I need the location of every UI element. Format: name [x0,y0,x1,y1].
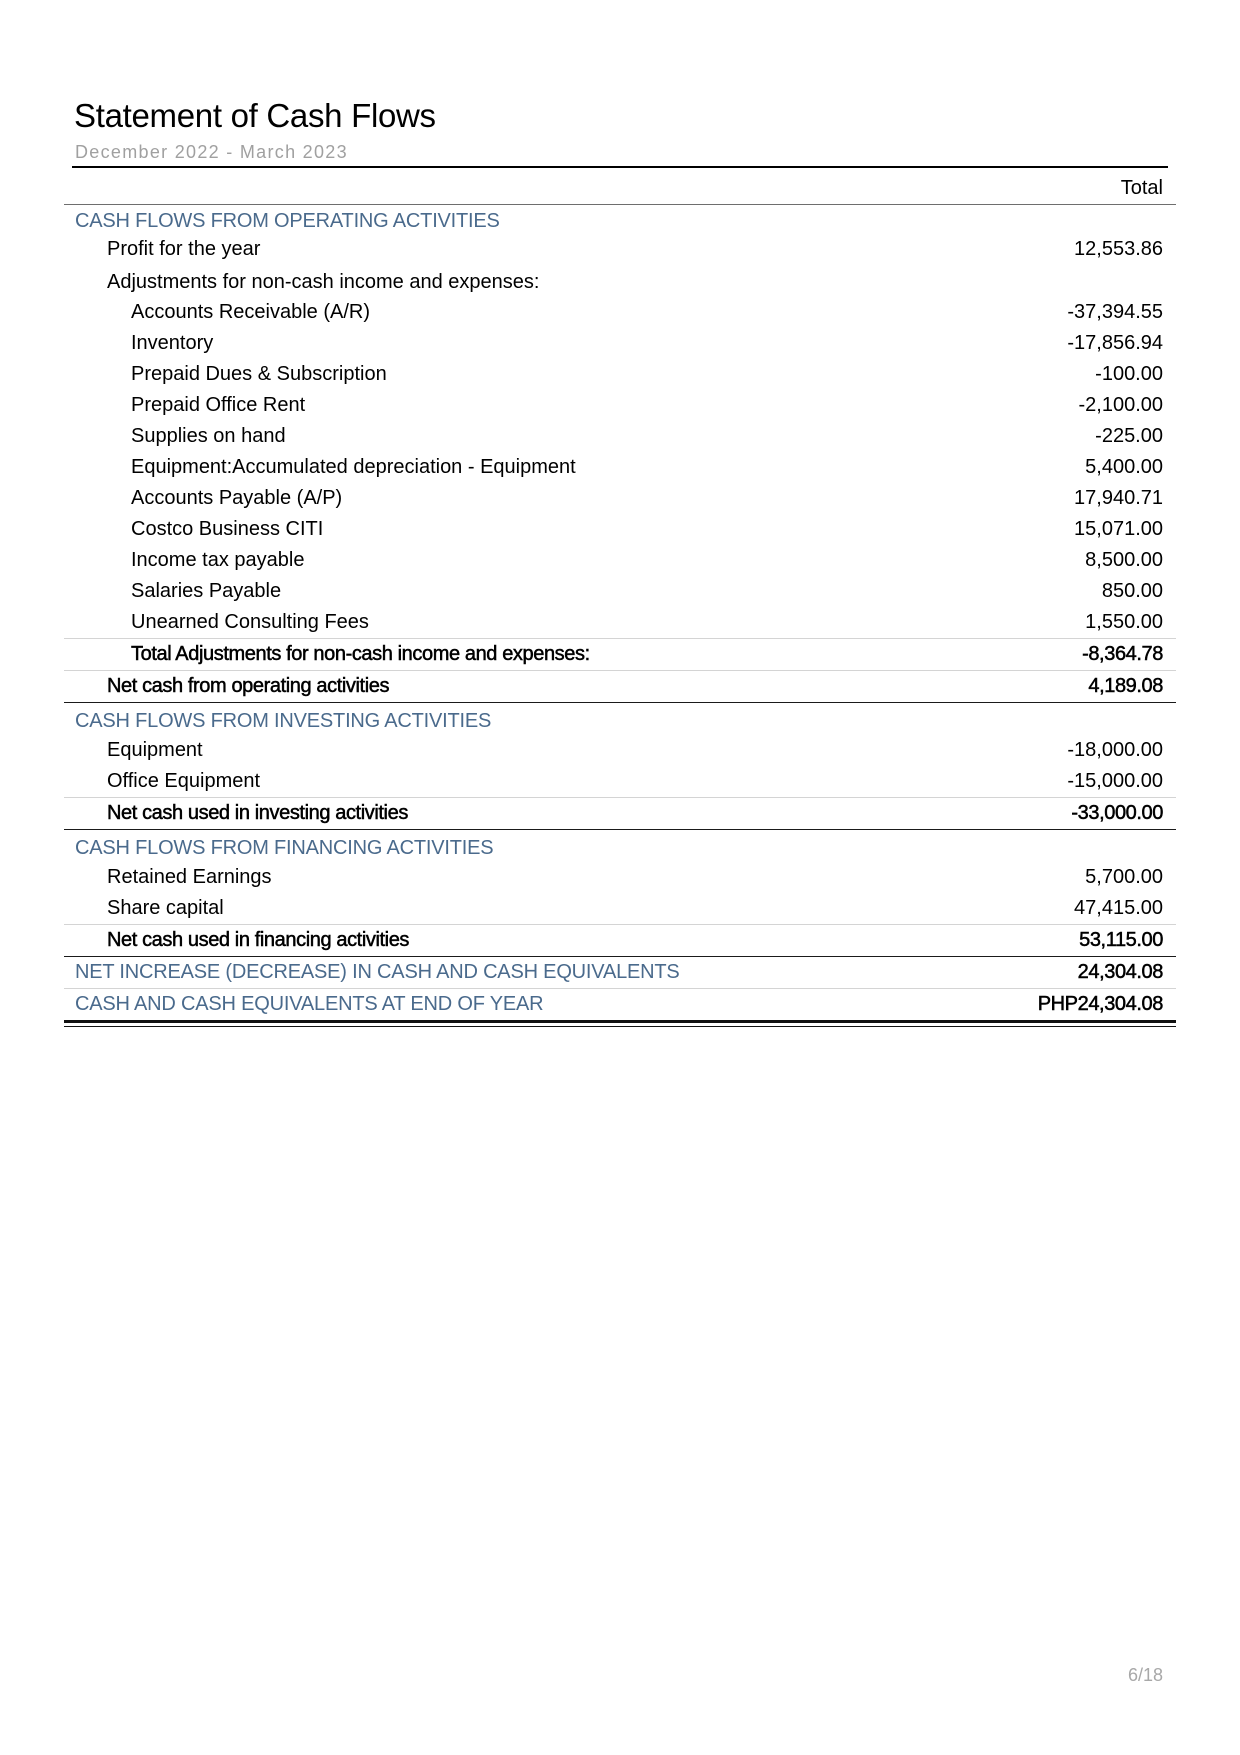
table-row [64,297,1176,328]
row-label: NET INCREASE (DECREASE) IN CASH AND CASH EQUIVALENTS [75,961,680,983]
row-label: Costco Business CITI [131,518,324,540]
row-amount: PHP24,304.08 [1037,993,1163,1015]
row-label: Accounts Payable (A/P) [131,487,343,509]
table-row [64,452,1176,483]
end-of-year-row [64,988,1176,1020]
row-amount: 53,115.00 [1079,929,1163,951]
adjustments-group-label-row [64,267,1176,297]
row-label: Inventory [131,332,214,354]
table-row [64,359,1176,390]
row-label: Equipment [107,739,203,761]
report-period: December 2022 - March 2023 [75,142,348,162]
row-amount: 17,940.71 [1074,487,1163,509]
table-row [64,735,1176,766]
table-row [64,862,1176,893]
row-amount: 850.00 [1101,580,1163,602]
row-amount: 12,553.86 [1074,238,1163,260]
row-label: Total Adjustments for non-cash income and expenses: [131,643,590,665]
section-header-label: CASH FLOWS FROM FINANCING ACTIVITIES [75,837,494,859]
row-label: Profit for the year [107,238,261,260]
table-row [64,390,1176,421]
row-label: Equipment:Accumulated depreciation - Equipment [131,456,576,478]
section-header-label: CASH FLOWS FROM OPERATING ACTIVITIES [75,210,500,232]
row-amount: -17,856.94 [1067,332,1163,354]
row-label: Supplies on hand [131,425,286,447]
row-amount: -225.00 [1095,425,1163,447]
table-row [64,893,1176,924]
section-header-label: CASH FLOWS FROM INVESTING ACTIVITIES [75,710,492,732]
row-label: Net cash from operating activities [107,675,390,697]
table-row [64,514,1176,545]
row-amount: -18,000.00 [1067,739,1163,761]
table-row [64,421,1176,452]
row-label: Net cash used in financing activities [107,929,410,951]
row-label: Salaries Payable [131,580,282,602]
row-amount: -2,100.00 [1078,394,1163,416]
row-amount: -33,000.00 [1071,802,1163,824]
row-amount: -15,000.00 [1067,770,1163,792]
grand-total-double-rule [64,1020,1176,1027]
net-operating-row [64,670,1176,702]
column-header-row [64,168,1176,205]
page-number: 6/18 [1128,1665,1164,1685]
row-label: Income tax payable [131,549,305,571]
row-label: Prepaid Dues & Subscription [131,363,387,385]
row-label: Retained Earnings [107,866,272,888]
row-label: Net cash used in investing activities [107,802,408,824]
adjustments-total-row [64,638,1176,670]
row-label: CASH AND CASH EQUIVALENTS AT END OF YEAR [75,993,544,1015]
row-amount: 24,304.08 [1077,961,1163,983]
section-header-financing [64,829,1176,862]
table-row [64,483,1176,514]
table-row-profit [64,234,1176,267]
table-row [64,576,1176,607]
table-row [64,607,1176,638]
row-label: Accounts Receivable (A/R) [131,301,370,323]
row-amount: 5,400.00 [1085,456,1163,478]
row-label: Adjustments for non-cash income and expenses: [107,271,540,293]
row-amount: 4,189.08 [1088,675,1163,697]
column-header-total: Total [1120,177,1163,199]
row-amount: -8,364.78 [1082,643,1163,665]
row-label: Prepaid Office Rent [131,394,306,416]
row-amount: 15,071.00 [1074,518,1163,540]
net-increase-row [64,956,1176,988]
row-amount: 5,700.00 [1085,866,1163,888]
table-row [64,545,1176,576]
table-row [64,766,1176,797]
row-amount: 47,415.00 [1074,897,1163,919]
section-header-operating [64,205,1176,234]
row-amount: 8,500.00 [1085,549,1163,571]
report-title: Statement of Cash Flows [74,97,436,134]
row-amount: 1,550.00 [1085,611,1163,633]
row-amount: -100.00 [1095,363,1163,385]
net-investing-row [64,797,1176,829]
row-label: Unearned Consulting Fees [131,611,369,633]
section-header-investing [64,702,1176,735]
row-label: Office Equipment [107,770,261,792]
adjustments-list [64,297,1176,638]
row-label: Share capital [107,897,224,919]
net-financing-row [64,924,1176,956]
cash-flow-table [64,168,1176,1027]
row-amount: -37,394.55 [1067,301,1163,323]
table-row [64,328,1176,359]
